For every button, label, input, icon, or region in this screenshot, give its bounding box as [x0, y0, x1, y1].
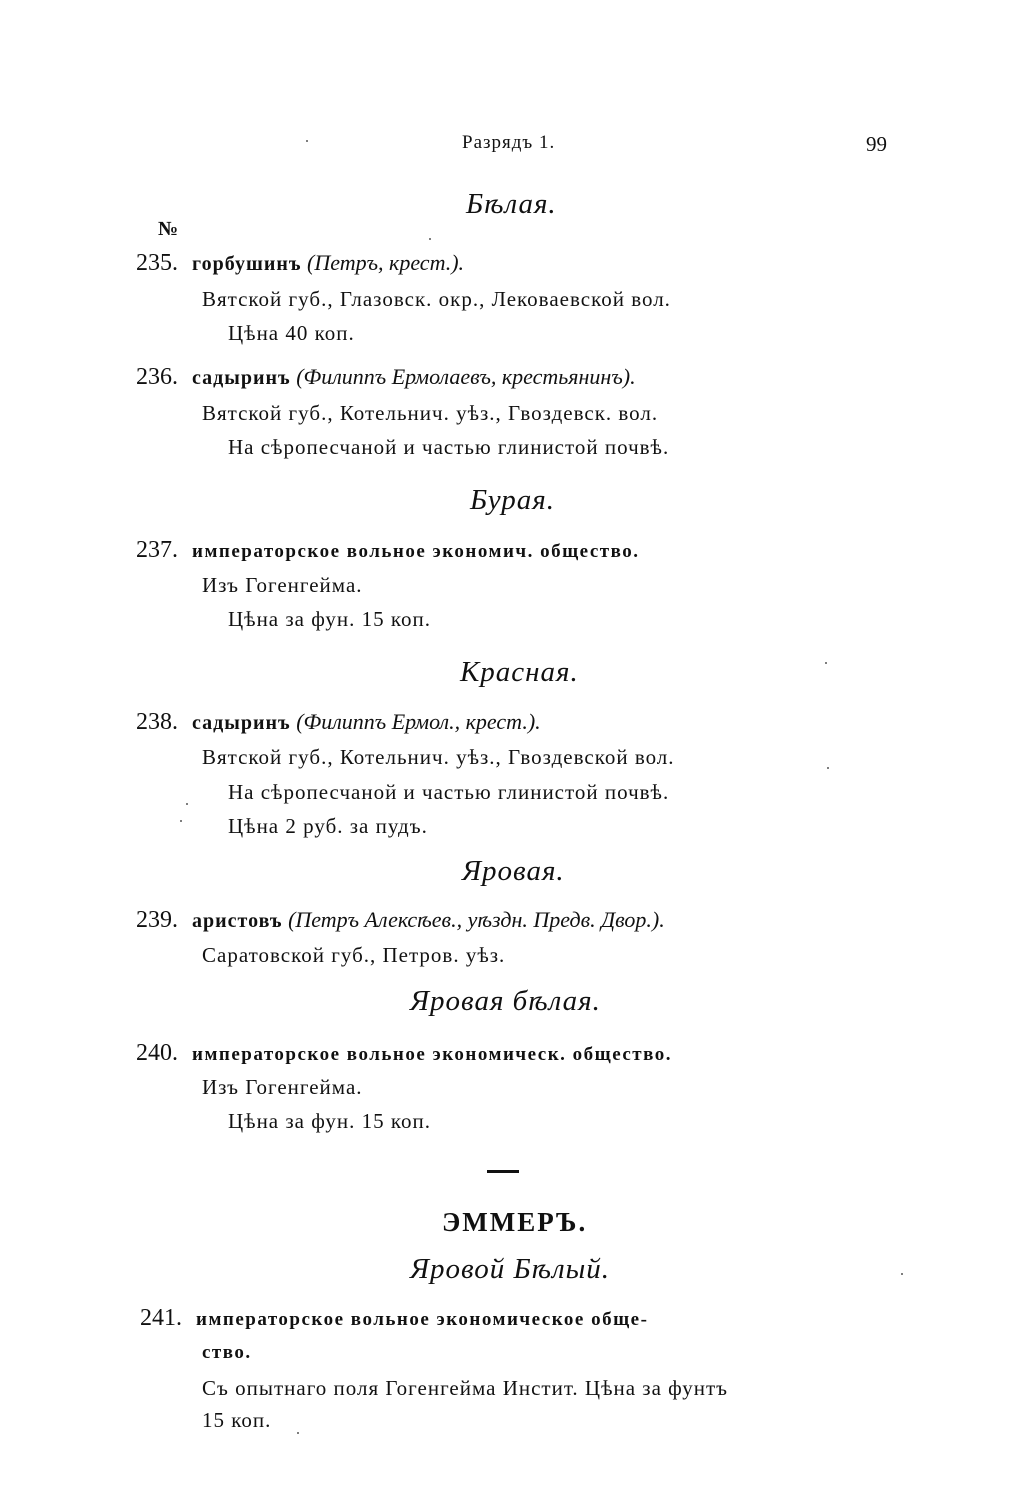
- page-number: 99: [866, 132, 887, 156]
- entry-237-origin: Изъ Гогенгейма.: [202, 573, 363, 597]
- entry-237-head: [136, 537, 639, 564]
- section-title-spring-white-emmer: Яровой Бѣлый.: [410, 1253, 610, 1285]
- entry-235-price: Цѣна 40 коп.: [228, 321, 355, 345]
- entry-number: 237.: [136, 537, 178, 563]
- entry-236-head: [136, 364, 636, 391]
- entry-239-location: Саратовской губ., Петров. уѣз.: [202, 943, 506, 967]
- entry-person: (Петръ, крест.).: [307, 250, 465, 275]
- entry-235-location: Вятской губ., Глазовск. окр., Лековаевской вол.: [202, 287, 671, 311]
- entry-name: садыринъ: [192, 712, 291, 734]
- number-sign: №: [158, 218, 179, 240]
- scan-speck: [901, 1273, 903, 1275]
- scan-speck: [186, 803, 188, 805]
- entry-240-head: [136, 1040, 672, 1067]
- entry-name: садыринъ: [192, 367, 291, 389]
- entry-241-origin-price: Съ опытнаго поля Гогенгейма Инстит. Цѣна за фунтъ: [202, 1376, 729, 1400]
- section-title-brown: Бурая.: [470, 484, 555, 516]
- scan-speck: [180, 820, 182, 822]
- entry-number: 239.: [136, 907, 178, 933]
- entry-236-location: Вятской губ., Котельнич. уѣз., Гвоздевск. вол.: [202, 401, 659, 425]
- section-title-red: Красная.: [460, 656, 579, 688]
- section-title-spring-white: Яровая бѣлая.: [410, 985, 601, 1017]
- scan-speck: [429, 238, 431, 240]
- entry-organization: императорское вольное экономическое обще-: [196, 1309, 649, 1330]
- entry-238-soil: На сѣропесчаной и частью глинистой почвѣ.: [228, 780, 670, 804]
- entry-237-price: Цѣна за фун. 15 коп.: [228, 607, 431, 631]
- divider-dash: [487, 1170, 519, 1173]
- section-title-white: Бѣлая.: [466, 188, 557, 220]
- entry-person: (Петръ Алексѣев., уѣздн. Предв. Двор.).: [288, 907, 665, 932]
- entry-organization: императорское вольное экономическ. общество.: [192, 1044, 673, 1065]
- scan-speck: [306, 140, 308, 142]
- entry-240-price: Цѣна за фун. 15 коп.: [228, 1109, 431, 1133]
- entry-number: 241.: [140, 1305, 182, 1331]
- entry-239-head: [136, 907, 665, 934]
- entry-person: (Филиппъ Ермолаевъ, крестьянинъ).: [296, 364, 636, 389]
- entry-238-price: Цѣна 2 руб. за пудъ.: [228, 814, 428, 838]
- entry-number: 236.: [136, 364, 178, 390]
- entry-241-organization-cont: ство.: [202, 1342, 252, 1363]
- entry-238-head: [136, 709, 541, 736]
- entry-person: (Филиппъ Ермол., крест.).: [296, 709, 541, 734]
- entry-number: 240.: [136, 1040, 178, 1066]
- entry-name: горбушинъ: [192, 253, 302, 275]
- entry-236-soil: На сѣропесчаной и частью глинистой почвѣ.: [228, 435, 670, 459]
- entry-240-origin: Изъ Гогенгейма.: [202, 1075, 363, 1099]
- entry-number: 235.: [136, 250, 178, 276]
- entry-241-head: [140, 1305, 648, 1332]
- entry-name: аристовъ: [192, 910, 283, 932]
- entry-241-price-cont: 15 коп.: [202, 1408, 272, 1432]
- running-head-title: Разрядъ 1.: [462, 132, 556, 153]
- entry-organization: императорское вольное экономич. общество.: [192, 541, 640, 562]
- entry-235-head: [136, 250, 464, 277]
- scan-speck: [827, 767, 829, 769]
- heading-emmer: ЭММЕРЪ.: [442, 1207, 588, 1237]
- section-title-spring: Яровая.: [462, 855, 565, 887]
- entry-number: 238.: [136, 709, 178, 735]
- entry-238-location: Вятской губ., Котельнич. уѣз., Гвоздевской вол.: [202, 745, 675, 769]
- scan-speck: [297, 1432, 299, 1434]
- running-head: [0, 132, 1015, 162]
- scan-speck: [825, 662, 827, 664]
